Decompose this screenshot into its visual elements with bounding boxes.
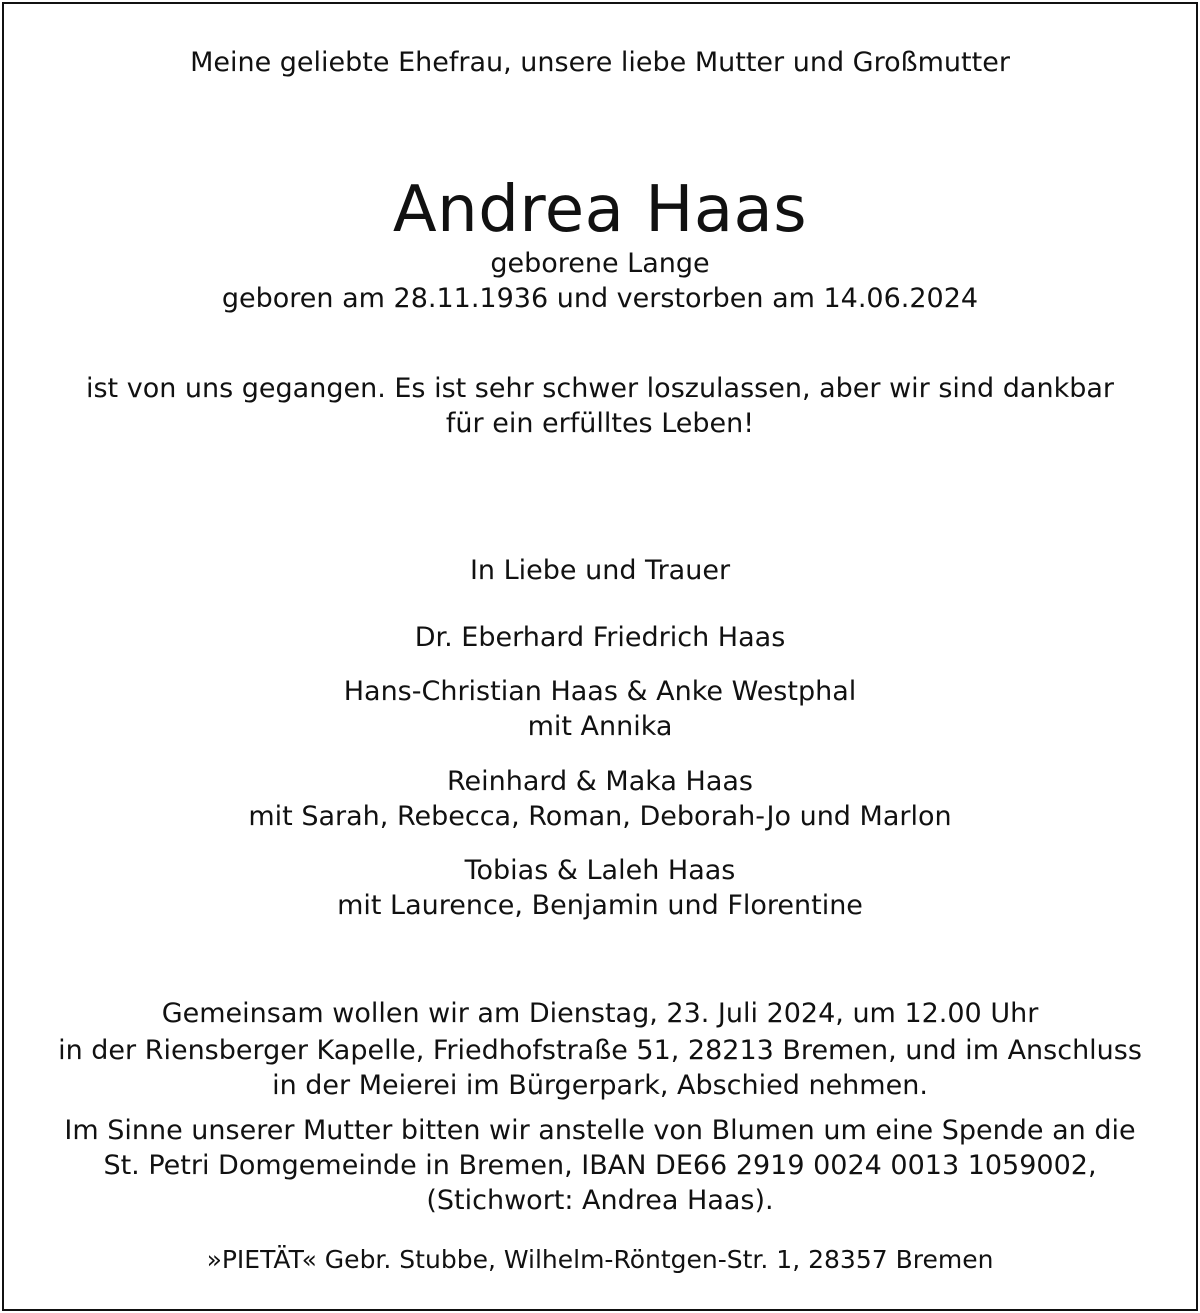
donation-line: (Stichwort: Andrea Haas).	[426, 1185, 774, 1216]
mourner-line: Hans-Christian Haas & Anke Westphal	[343, 676, 857, 707]
farewell-line: Gemeinsam wollen wir am Dienstag, 23. Juli 2024, um 12.00 Uhr	[161, 998, 1039, 1029]
mourner-line: Tobias & Laleh Haas	[464, 855, 736, 886]
message-line: für ein erfülltes Leben!	[445, 408, 755, 439]
mourner-line: mit Annika	[527, 711, 673, 742]
farewell-line: in der Meierei im Bürgerpark, Abschied nehmen.	[272, 1070, 928, 1101]
mourner-line: mit Sarah, Rebecca, Roman, Deborah-Jo und Marlon	[248, 801, 952, 832]
birth-name: geborene Lange	[490, 248, 710, 279]
mourner-line: Dr. Eberhard Friedrich Haas	[414, 622, 786, 653]
intro-text: Meine geliebte Ehefrau, unsere liebe Mutter und Großmutter	[190, 47, 1010, 78]
funeral-home: »PIETÄT« Gebr. Stubbe, Wilhelm-Röntgen-Str. 1, 28357 Bremen	[206, 1245, 994, 1274]
mourner-line: Reinhard & Maka Haas	[446, 766, 753, 797]
message-line: ist von uns gegangen. Es ist sehr schwer loszulassen, aber wir sind dankbar	[85, 373, 1114, 404]
life-dates: geboren am 28.11.1936 und verstorben am 14.06.2024	[221, 283, 979, 314]
deceased-name: Andrea Haas	[392, 173, 808, 247]
mourner-line: mit Laurence, Benjamin und Florentine	[337, 890, 863, 921]
donation-line: St. Petri Domgemeinde in Bremen, IBAN DE66 2919 0024 0013 1059002,	[103, 1150, 1097, 1181]
donation-line: Im Sinne unserer Mutter bitten wir anstelle von Blumen um eine Spende an die	[64, 1115, 1136, 1146]
mourning-heading: In Liebe und Trauer	[469, 555, 731, 586]
farewell-line: in der Riensberger Kapelle, Friedhofstraße 51, 28213 Bremen, und im Anschluss	[58, 1035, 1142, 1066]
